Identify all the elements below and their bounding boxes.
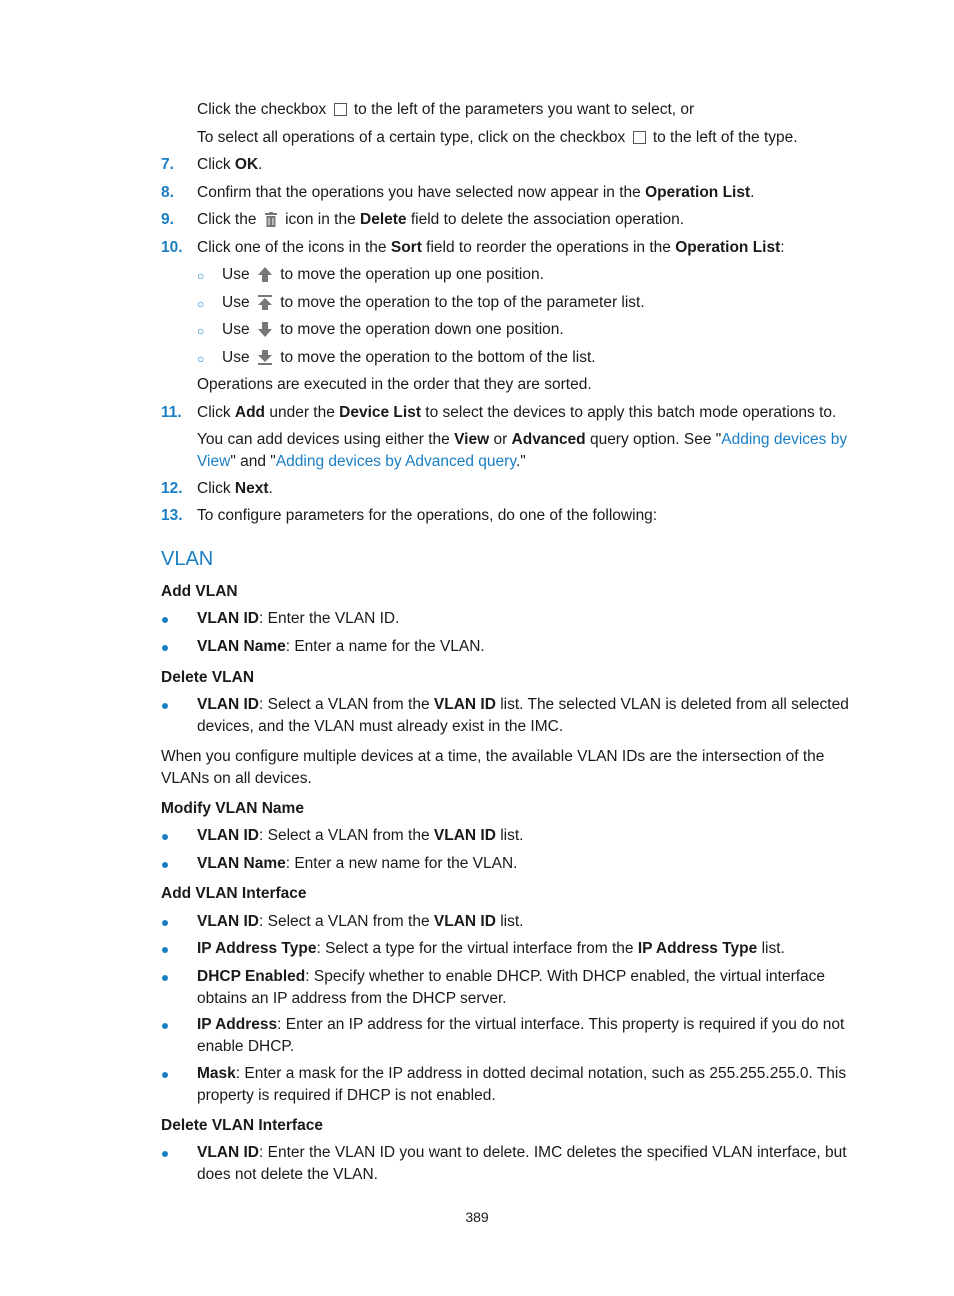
step-13: To configure parameters for the operations, do one of the following: (197, 507, 658, 524)
step-8: Confirm that the operations you have selected now appear in the Operation List. (197, 184, 755, 201)
subsection-title: Add VLAN Interface (161, 885, 307, 902)
sub-item: Use to move the operation up one position. (222, 266, 544, 283)
bullet-item: VLAN ID: Enter the VLAN ID. (197, 610, 400, 627)
subsection-title: Delete VLAN (161, 669, 255, 686)
sub-marker: ○ (197, 269, 205, 283)
sub-item: Use to move the operation to the top of the parameter list. (222, 294, 645, 311)
step-12: Click Next. (197, 480, 273, 497)
sub-item: Use to move the operation to the bottom of the list. (222, 349, 596, 366)
step-number: 11. (161, 404, 182, 421)
paragraph: When you configure multiple devices at a time, the available VLAN IDs are the intersection of the VLANs on all devices. (161, 748, 825, 787)
bullet-item: VLAN ID: Select a VLAN from the VLAN ID list. The selected VLAN is deleted from all selected devices, and the VLAN must already exist in the IMC. (197, 696, 849, 735)
bullet-item: IP Address: Enter an IP address for the virtual interface. This property is required if you do not enable DHCP. (197, 1016, 845, 1055)
step-10: Click one of the icons in the Sort field to reorder the operations in the Operation List: (197, 239, 785, 256)
arrow-bottom-icon (258, 350, 272, 365)
step-number: 12. (161, 480, 183, 497)
bullet (162, 975, 168, 981)
bullet (162, 1151, 168, 1157)
bullet (162, 920, 168, 926)
step-11-note: You can add devices using either the View or Advanced query option. See "Adding devices by View" and "Adding devices by Advanced query." (197, 431, 848, 470)
subsection-title: Add VLAN (161, 583, 238, 600)
bullet (162, 645, 168, 651)
link-adding-devices-by-view[interactable]: Adding devices by View (197, 431, 848, 470)
link-adding-devices-by-advanced-query[interactable]: Adding devices by Advanced query (275, 453, 516, 470)
bullet (162, 1072, 168, 1078)
sub-marker: ○ (197, 297, 205, 311)
subsection-title: Delete VLAN Interface (161, 1117, 323, 1134)
step-10-note: Operations are executed in the order that they are sorted. (197, 376, 592, 393)
bullet-item: DHCP Enabled: Specify whether to enable DHCP. With DHCP enabled, the virtual interface obtains an IP address from the DHCP server. (197, 968, 826, 1007)
bullet-item: IP Address Type: Select a type for the virtual interface from the IP Address Type list. (197, 940, 785, 957)
bullet-item: Mask: Enter a mask for the IP address in dotted decimal notation, such as 255.255.255.0. This property is required if DHCP is not enabled. (197, 1065, 847, 1104)
subsection-title: Modify VLAN Name (161, 800, 304, 817)
arrow-up-icon (258, 267, 272, 282)
step-number: 9. (161, 211, 174, 228)
checkbox-icon (334, 103, 347, 116)
step-7: Click OK. (197, 156, 263, 173)
bullet (162, 617, 168, 623)
bullet (162, 862, 168, 868)
checkbox-icon (633, 131, 646, 144)
step-9: Click the icon in the Delete field to delete the association operation. (197, 211, 685, 228)
step-number: 7. (161, 156, 174, 173)
bullet-item: VLAN Name: Enter a new name for the VLAN. (197, 855, 518, 872)
bullet-item: VLAN ID: Enter the VLAN ID you want to delete. IMC deletes the specified VLAN interface, but does not delete the VLAN. (197, 1144, 847, 1183)
step-number: 13. (161, 507, 183, 524)
bullet (162, 703, 168, 709)
arrow-top-icon (258, 295, 272, 310)
step-number: 8. (161, 184, 174, 201)
bullet-item: VLAN Name: Enter a name for the VLAN. (197, 638, 485, 655)
section-title: VLAN (161, 548, 214, 570)
bullet-item: VLAN ID: Select a VLAN from the VLAN ID list. (197, 913, 524, 930)
sub-marker: ○ (197, 352, 205, 366)
bullet (162, 1023, 168, 1029)
step-11: Click Add under the Device List to select the devices to apply this batch mode operations to. (197, 404, 837, 421)
intro-line-1: Click the checkbox to the left of the parameters you want to select, or (197, 101, 695, 118)
bullet-item: VLAN ID: Select a VLAN from the VLAN ID list. (197, 827, 524, 844)
sub-item: Use to move the operation down one position. (222, 321, 564, 338)
arrow-down-icon (258, 322, 272, 337)
bullet (162, 947, 168, 953)
page-number: 389 (465, 1209, 489, 1225)
intro-line-2: To select all operations of a certain type, click on the checkbox to the left of the type. (197, 129, 798, 146)
step-number: 10. (161, 239, 183, 256)
trash-icon (265, 212, 277, 227)
bullet (162, 834, 168, 840)
sub-marker: ○ (197, 324, 205, 338)
